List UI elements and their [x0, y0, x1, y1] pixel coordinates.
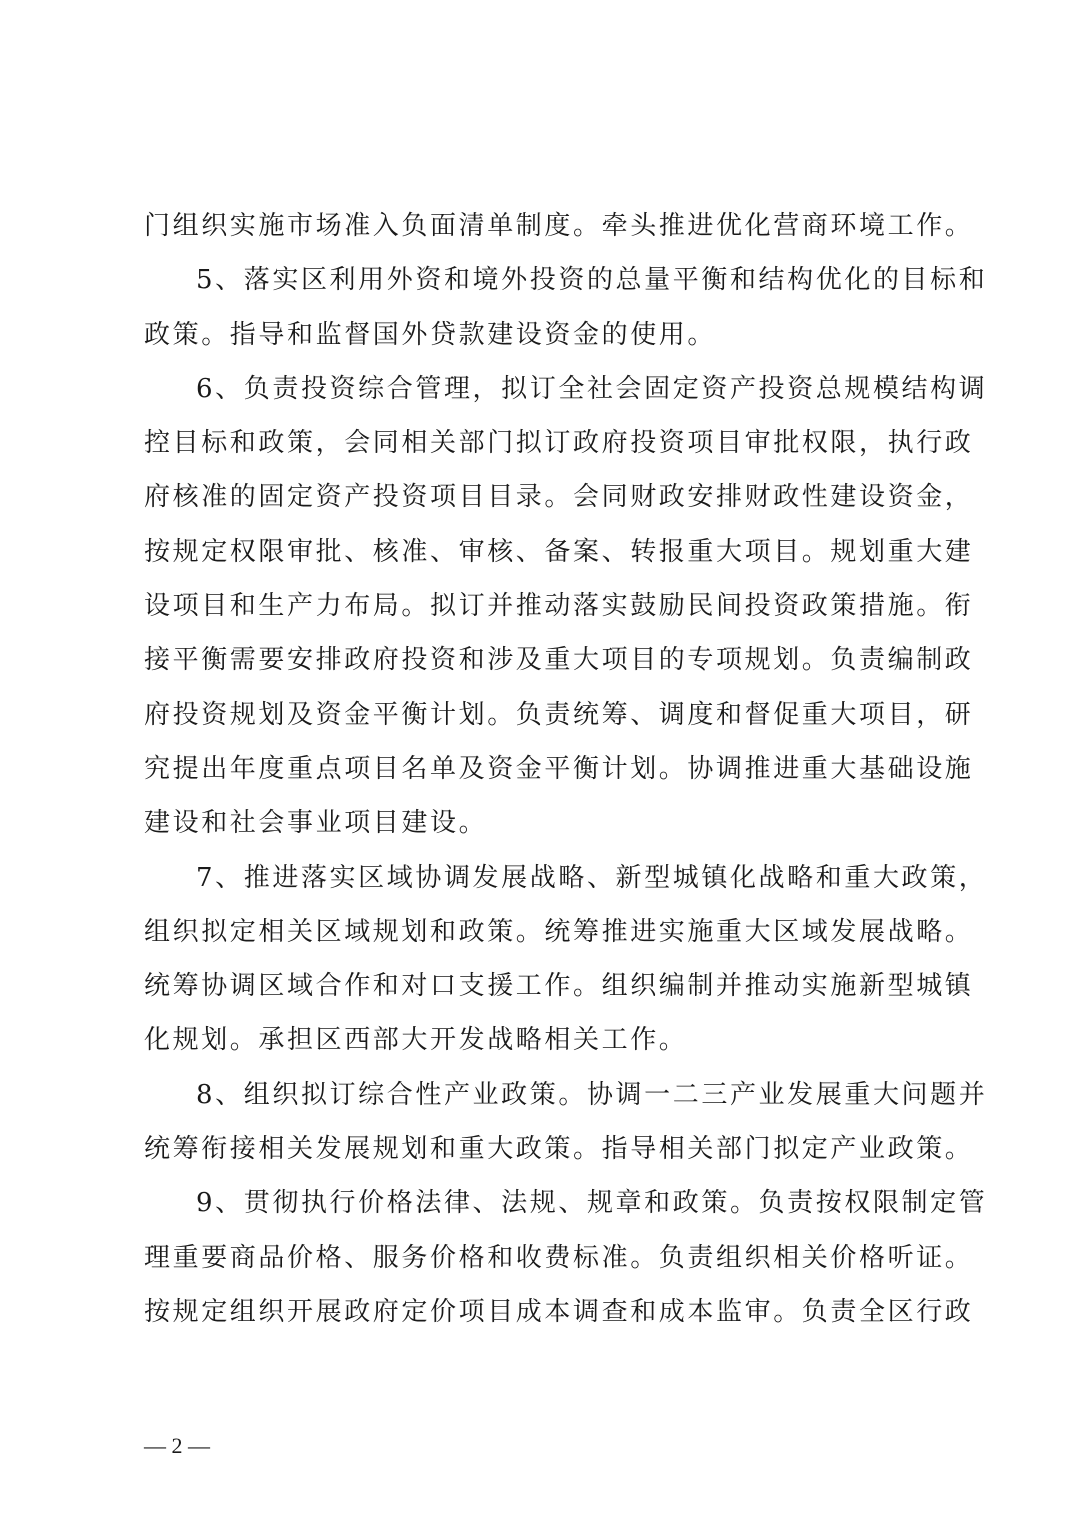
text-line: 政策。指导和监督国外贷款建设资金的使用。 [144, 319, 717, 350]
text-line: 究提出年度重点项目名单及资金平衡计划。协调推进重大基础设施 [144, 753, 974, 784]
text-line: 府核准的固定资产投资项目目录。会同财政安排财政性建设资金， [144, 482, 974, 513]
text-line: 府投资规划及资金平衡计划。负责统筹、调度和督促重大项目，研 [144, 699, 974, 730]
text-line: 接平衡需要安排政府投资和涉及重大项目的专项规划。负责编制政 [144, 645, 974, 676]
text-line: 按规定权限审批、核准、审核、备案、转报重大项目。规划重大建 [144, 536, 974, 567]
document-body [144, 199, 988, 1339]
text-line: 统筹协调区域合作和对口支援工作。组织编制并推动实施新型城镇 [144, 971, 974, 1002]
page-number: — 2 — [144, 1433, 210, 1458]
paragraph-8-line: 8、组织拟订综合性产业政策。协调一二三产业发展重大问题并 [196, 1079, 988, 1110]
paragraph-9-line: 9、贯彻执行价格法律、法规、规章和政策。负责按权限制定管 [196, 1188, 988, 1219]
text-line: 化规划。承担区西部大开发战略相关工作。 [144, 1025, 688, 1056]
text-line: 统筹衔接相关发展规划和重大政策。指导相关部门拟定产业政策。 [144, 1134, 974, 1165]
text-line: 建设和社会事业项目建设。 [144, 808, 488, 839]
paragraph-6-line: 6、负责投资综合管理，拟订全社会固定资产投资总规模结构调 [196, 373, 988, 404]
text-line: 理重要商品价格、服务价格和收费标准。负责组织相关价格听证。 [144, 1242, 974, 1273]
text-line: 设项目和生产力布局。拟订并推动落实鼓励民间投资政策措施。衔 [144, 591, 974, 622]
text-line: 门组织实施市场准入负面清单制度。牵头推进优化营商环境工作。 [144, 211, 974, 241]
paragraph-5-line: 5、落实区利用外资和境外投资的总量平衡和结构优化的目标和 [196, 265, 988, 296]
text-line: 控目标和政策，会同相关部门拟订政府投资项目审批权限，执行政 [144, 428, 974, 459]
text-line: 按规定组织开展政府定价项目成本调查和成本监审。负责全区行政 [144, 1296, 974, 1327]
paragraph-7-line: 7、推进落实区域协调发展战略、新型城镇化战略和重大政策， [196, 862, 988, 893]
text-line: 组织拟定相关区域规划和政策。统筹推进实施重大区域发展战略。 [144, 916, 974, 947]
